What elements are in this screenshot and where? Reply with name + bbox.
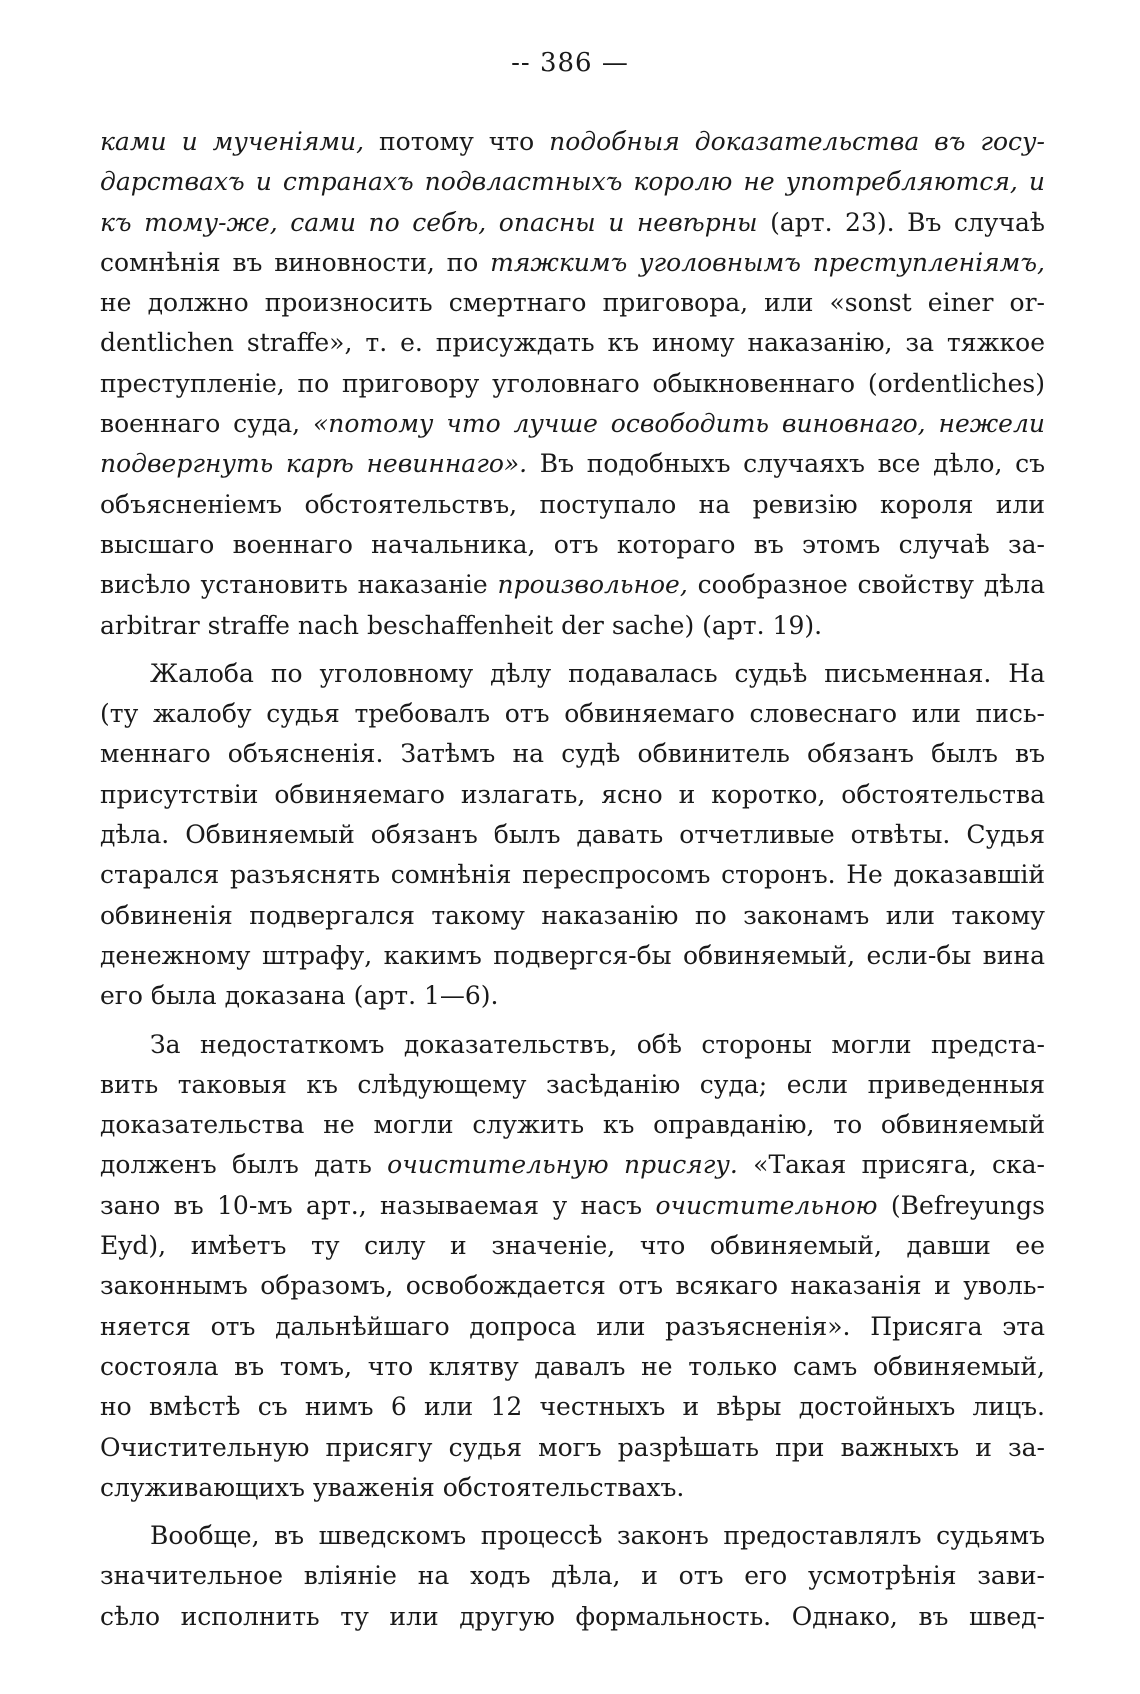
- paragraph: [100, 1516, 1045, 1637]
- body-text: [100, 122, 1045, 1637]
- italic-span: ками и мученіями,: [100, 127, 365, 156]
- text-span: военнаго суда,: [100, 409, 313, 439]
- text-line: [100, 1226, 1045, 1266]
- text-line: [100, 404, 1045, 444]
- text-span: преступленіе, по приговору уголовнаго обыкновеннаго (ordentliches): [100, 368, 1045, 398]
- text-line: [100, 1347, 1045, 1387]
- text-span: arbitrar straffe nach beschaffenheit der sache) (арт. 19).: [100, 610, 823, 640]
- text-span: Вообще, въ шведскомъ процессѣ законъ предоставлялъ судьямъ: [150, 1521, 1045, 1551]
- text-line: [100, 1145, 1045, 1185]
- text-span: дѣла. Обвиняемый обязанъ былъ давать отчетливые отвѣты. Судья: [100, 820, 1045, 850]
- italic-span: очистительную присягу.: [387, 1150, 738, 1180]
- text-line: [100, 1025, 1045, 1065]
- text-span: За недостаткомъ доказательствъ, обѣ стороны могли предста-: [150, 1029, 1045, 1059]
- text-span: не должно произносить смертнаго приговора, или «sonst einer or-: [100, 288, 1045, 318]
- italic-span: подобныя доказательства въ госу-: [549, 127, 1045, 156]
- text-line: [100, 1597, 1045, 1637]
- text-line: [100, 364, 1045, 404]
- italic-span: подвергнуть карѣ невиннаго».: [100, 449, 528, 479]
- text-line: [100, 122, 1045, 162]
- text-span: «Такая присяга, ска-: [737, 1150, 1045, 1180]
- page-number: -- 386 —: [511, 48, 629, 78]
- text-span: значительное вліяніе на ходъ дѣла, и отъ его усмотрѣнія зави-: [100, 1561, 1045, 1591]
- text-span: зано въ 10-мъ арт., называемая у насъ: [100, 1190, 656, 1220]
- text-line: [100, 485, 1045, 525]
- text-line: [100, 283, 1045, 323]
- text-span: служивающихъ уваженія обстоятельствахъ.: [100, 1472, 685, 1502]
- paragraph: [100, 122, 1045, 646]
- text-line: [100, 896, 1045, 936]
- text-span: Жалоба по уголовному дѣлу подавалась судьѣ письменная. На: [150, 658, 1045, 688]
- text-span: высшаго военнаго начальника, отъ котораго въ этомъ случаѣ за-: [100, 529, 1045, 559]
- text-span: сѣло исполнить ту или другую формальность. Однако, въ швед-: [100, 1601, 1045, 1631]
- text-line: [100, 162, 1045, 202]
- text-line: [100, 1387, 1045, 1427]
- text-span: (Befreyungs: [877, 1190, 1045, 1220]
- text-line: [100, 734, 1045, 774]
- text-line: [100, 1065, 1045, 1105]
- text-span: Въ подобныхъ случаяхъ все дѣло, съ: [527, 449, 1045, 479]
- text-line: [100, 323, 1045, 363]
- text-span: доказательства не могли служить къ оправданію, то обвиняемый: [100, 1110, 1045, 1140]
- text-line: [100, 976, 1045, 1016]
- text-span: висѣло установить наказаніе: [100, 570, 498, 600]
- text-span: сомнѣнія въ виновности, по: [100, 247, 491, 277]
- text-line: [100, 203, 1045, 243]
- paragraph: [100, 1025, 1045, 1509]
- text-line: [100, 1556, 1045, 1596]
- text-span: старался разъяснять сомнѣнія переспросомъ сторонъ. Не доказавшій: [100, 860, 1045, 890]
- text-span: присутствіи обвиняемаго излагать, ясно и коротко, обстоятельства: [100, 779, 1045, 809]
- text-span: потому что: [364, 127, 550, 156]
- text-line: [100, 654, 1045, 694]
- italic-span: «потому что лучше освободить виновнаго, нежели: [313, 409, 1045, 439]
- text-span: вить таковыя къ слѣдующему засѣданію суда; если приведенныя: [100, 1069, 1045, 1099]
- italic-span: тяжкимъ уголовнымъ преступленіямъ,: [490, 247, 1045, 277]
- paragraph-gap: [100, 1017, 1045, 1025]
- text-span: долженъ былъ дать: [100, 1150, 388, 1180]
- text-line: [100, 815, 1045, 855]
- text-span: Eyd), имѣетъ ту силу и значеніе, что обвиняемый, давши ее: [100, 1231, 1045, 1261]
- text-line: [100, 1266, 1045, 1306]
- text-span: денежному штрафу, какимъ подвергся-бы обвиняемый, если-бы вина: [100, 940, 1045, 970]
- text-line: [100, 936, 1045, 976]
- text-line: [100, 694, 1045, 734]
- text-span: (ту жалобу судья требовалъ отъ обвиняемаго словеснаго или пись-: [100, 699, 1045, 729]
- text-line: [100, 1307, 1045, 1347]
- text-span: (арт. 23). Въ случаѣ: [757, 207, 1045, 237]
- text-line: [100, 1468, 1045, 1508]
- italic-span: дарствахъ и странахъ подвластныхъ королю не употребляются, и: [100, 167, 1045, 197]
- italic-span: произвольное,: [497, 570, 688, 600]
- text-line: [100, 565, 1045, 605]
- text-line: [100, 525, 1045, 565]
- italic-span: очистительною: [655, 1190, 878, 1220]
- text-span: его была доказана (арт. 1—6).: [100, 981, 499, 1011]
- text-span: но вмѣстѣ съ нимъ 6 или 12 честныхъ и вѣры достойныхъ лицъ.: [100, 1392, 1045, 1422]
- text-line: [100, 243, 1045, 283]
- text-line: [100, 606, 1045, 646]
- paragraph-gap: [100, 646, 1045, 654]
- text-line: [100, 444, 1045, 484]
- text-span: обвиненія подвергался такому наказанію по законамъ или такому: [100, 900, 1045, 930]
- italic-span: къ тому-же, сами по себѣ, опасны и невѣрны: [100, 207, 758, 237]
- text-span: сообразное свойству дѣла: [687, 570, 1045, 600]
- text-line: [100, 855, 1045, 895]
- text-span: состояла въ томъ, что клятву давалъ не только самъ обвиняемый,: [100, 1351, 1045, 1381]
- text-line: [100, 1105, 1045, 1145]
- text-line: [100, 1186, 1045, 1226]
- text-span: dentlichen straffe», т. е. присуждать къ иному наказанію, за тяжкое: [100, 328, 1045, 358]
- paragraph-gap: [100, 1508, 1045, 1516]
- text-span: Очистительную присягу судья могъ разрѣшать при важныхъ и за-: [100, 1432, 1045, 1462]
- paragraph: [100, 654, 1045, 1017]
- text-line: [100, 1428, 1045, 1468]
- text-line: [100, 1516, 1045, 1556]
- text-line: [100, 775, 1045, 815]
- text-span: меннаго объясненія. Затѣмъ на судѣ обвинитель обязанъ былъ въ: [100, 739, 1045, 769]
- text-span: няется отъ дальнѣйшаго допроса или разъясненія». Присяга эта: [100, 1311, 1045, 1341]
- text-span: объясненіемъ обстоятельствъ, поступало на ревизію короля или: [100, 489, 1045, 519]
- text-span: законнымъ образомъ, освобождается отъ всякаго наказанія и уволь-: [100, 1271, 1045, 1301]
